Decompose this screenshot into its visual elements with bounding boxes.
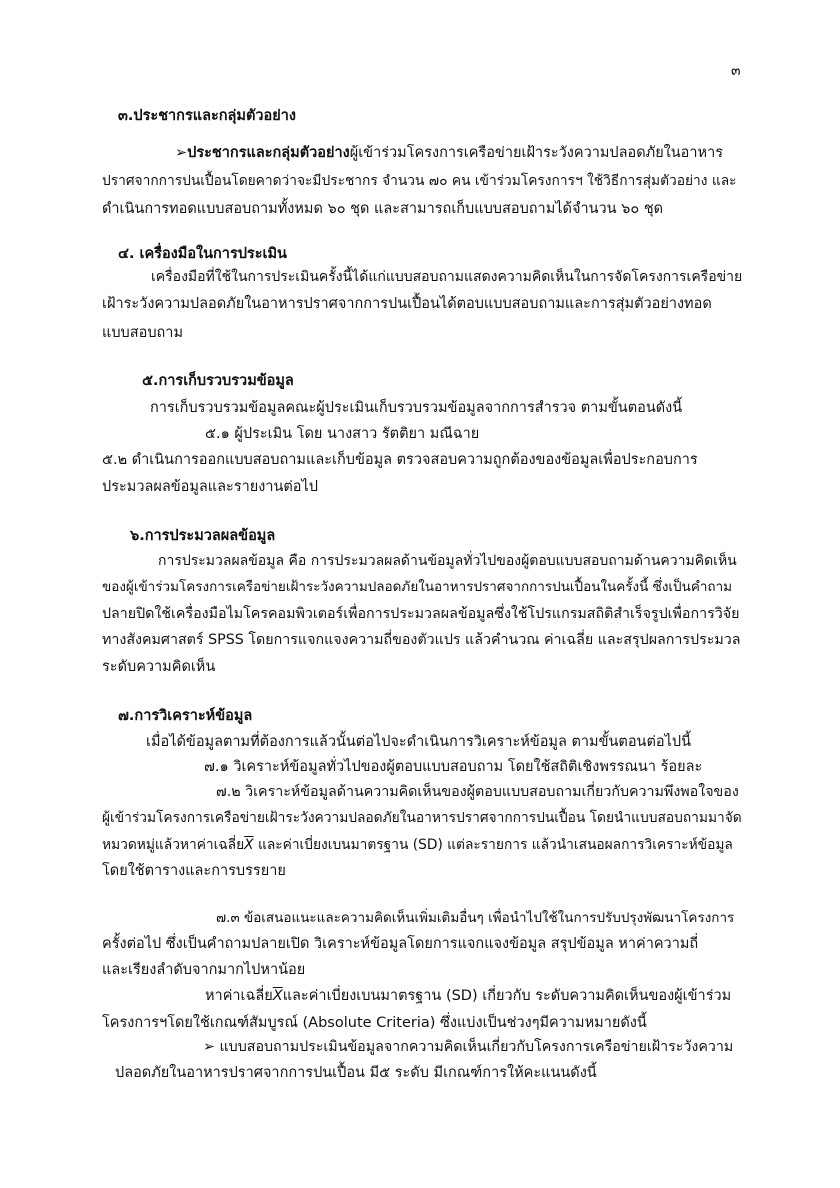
section-5-line-3: ๕.๒ ดำเนินการออกแบบสอบถามและเก็บข้อมูล ตรวจสอบความถูกต้องของข้อมูลเพื่อประกอบการ — [102, 452, 698, 468]
section-7-line-10-a: หาค่าเฉลี่ย — [205, 988, 273, 1004]
section-7-heading: ๗.การวิเคราะห์ข้อมูล — [118, 708, 253, 724]
section-5-line-2: ๕.๑ ผู้ประเมิน โดย นางสาว รัตติยา มณีฉาย — [205, 426, 480, 442]
section-4-line-3: แบบสอบถาม — [102, 325, 183, 341]
section-3-heading: ๓.ประชากรและกลุ่มตัวอย่าง — [118, 108, 296, 124]
section-3-line-1 — [175, 143, 723, 163]
section-7-line-5-a: หมวดหมู่แล้วหาค่าเฉลี่ย — [102, 837, 245, 853]
page-number: ๓ — [731, 63, 741, 79]
section-7-line-9: และเรียงลำดับจากมากไปหาน้อย — [102, 962, 306, 978]
section-3-line-3: ดำเนินการทอดแบบสอบถามทั้งหมด ๖๐ ชุด และสามารถเก็บแบบสอบถามได้จำนวน ๖๐ ชุด — [102, 201, 664, 217]
section-3-line-1-text: ผู้เข้าร่วมโครงการเครือข่ายเฝ้าระวังความปลอดภัยในอาหาร — [349, 145, 724, 161]
section-6-line-2: ของผู้เข้าร่วมโครงการเครือข่ายเฝ้าระวังความปลอดภัยในอาหารปราศจากการปนเปื้อนในครั้งนี้ ซึ่งเป็นคำถาม — [102, 579, 733, 595]
section-7-line-10-b: และค่าเบี่ยงเบนมาตรฐาน (SD) เกี่ยวกับ ระดับความคิดเห็นของผู้เข้าร่วม — [282, 988, 732, 1004]
section-7-line-4: ผู้เข้าร่วมโครงการเครือข่ายเฝ้าระวังความปลอดภัยในอาหารปราศจากการปนเปื้อน โดยนำแบบสอบถามมาจัด — [102, 810, 742, 826]
section-4-line-1: เครื่องมือที่ใช้ในการประเมินครั้งนี้ได้แก่แบบสอบถามแสดงความคิดเห็นในการจัดโครงการเครือข่าย — [151, 269, 743, 285]
section-7-line-8: ครั้งต่อไป ซึ่งเป็นคำถามปลายเปิด วิเคราะห์ข้อมูลโดยการแจกแจงข้อมูล สรุปข้อมูล หาค่าความถี่ — [102, 936, 699, 952]
section-6-line-3: ปลายปิดใช้เครื่องมือไมโครคอมพิวเตอร์เพื่อการประมวลผลข้อมูลซึ่งใช้โปรแกรมสถิติสำเร็จรูปเพื่อการวิจัย — [102, 606, 740, 622]
section-7-line-12-text: แบบสอบถามประเมินข้อมูลจากความคิดเห็นเกี่ยวกับโครงการเครือข่ายเฝ้าระวังความ — [214, 1039, 734, 1055]
section-6-line-1: การประมวลผลข้อมูล คือ การประมวลผลด้านข้อมูลทั่วไปของผู้ตอบแบบสอบถามด้านความคิดเห็น — [158, 553, 737, 569]
section-7-line-2: ๗.๑ วิเคราะห์ข้อมูลทั่วไปของผู้ตอบแบบสอบถาม โดยใช้สถิติเชิงพรรณนา ร้อยละ — [204, 759, 703, 775]
section-7-line-7: ๗.๓ ข้อเสนอแนะและความคิดเห็นเพิ่มเติมอื่นๆ เพื่อนำไปใช้ในการปรับปรุงพัฒนาโครงการ — [216, 910, 735, 926]
section-4-line-2: เฝ้าระวังความปลอดภัยในอาหารปราศจากการปนเปื้อนได้ตอบแบบสอบถามและการสุ่มตัวอย่างทอด — [102, 296, 712, 312]
section-6-heading: ๖.การประมวลผลข้อมูล — [130, 528, 276, 544]
section-7-line-5 — [102, 835, 733, 855]
section-5-heading: ๕.การเก็บรวบรวมข้อมูล — [142, 373, 294, 389]
section-7-line-3: ๗.๒ วิเคราะห์ข้อมูลด้านความคิดเห็นของผู้ตอบแบบสอบถามเกี่ยวกับความพึงพอใจของ — [216, 784, 739, 800]
section-7-line-6: โดยใช้ตารางและการบรรยาย — [102, 863, 286, 879]
section-7-line-5-b: และค่าเบี่ยงเบนมาตรฐาน (SD) แต่ละรายการ แล้วนำเสนอผลการวิเคราะห์ข้อมูล — [253, 837, 733, 853]
section-6-line-5: ระดับความคิดเห็น — [102, 659, 216, 675]
bullet-arrow-icon: ➢ — [175, 145, 188, 161]
section-3-line-2: ปราศจากการปนเปื้อนโดยคาดว่าจะมีประชากร จำนวน ๗๐ คน เข้าร่วมโครงการฯ ใช้วิธีการสุ่มตัวอย่าง และ — [102, 173, 737, 189]
section-7-line-10 — [205, 986, 731, 1006]
section-7-line-1: เมื่อได้ข้อมูลตามที่ต้องการแล้วนั้นต่อไปจะดำเนินการวิเคราะห์ข้อมูล ตามขั้นตอนต่อไปนี้ — [146, 734, 691, 750]
mean-symbol-2: $\overline{X}$ — [272, 988, 283, 1004]
section-4-heading: ๔. เครื่องมือในการประเมิน — [118, 246, 287, 262]
bullet-arrow-icon-2: ➢ — [203, 1039, 215, 1055]
section-7-line-11: โครงการฯโดยใช้เกณฑ์สัมบูรณ์ (Absolute Criteria) ซึ่งแบ่งเป็นช่วงๆมีความหมายดังนี้ — [102, 1015, 647, 1031]
mean-symbol: $\overline{X}$ — [244, 837, 254, 853]
section-7-line-12 — [203, 1037, 733, 1057]
section-5-line-4: ประมวลผลข้อมูลและรายงานต่อไป — [102, 479, 319, 495]
section-3-lead: ประชากรและกลุ่มตัวอย่าง — [187, 145, 350, 161]
section-7-line-13: ปลอดภัยในอาหารปราศจากการปนเปื้อน มี๕ ระดับ มีเกณฑ์การให้คะแนนดังนี้ — [115, 1065, 597, 1081]
section-5-line-1: การเก็บรวบรวมข้อมูลคณะผู้ประเมินเก็บรวบรวมข้อมูลจากการสำรวจ ตามขั้นตอนดังนี้ — [150, 400, 683, 416]
section-6-line-4: ทางสังคมศาสตร์ SPSS โดยการแจกแจงความถี่ของตัวแปร แล้วคำนวณ ค่าเฉลี่ย และสรุปผลการประมวล — [102, 632, 741, 648]
